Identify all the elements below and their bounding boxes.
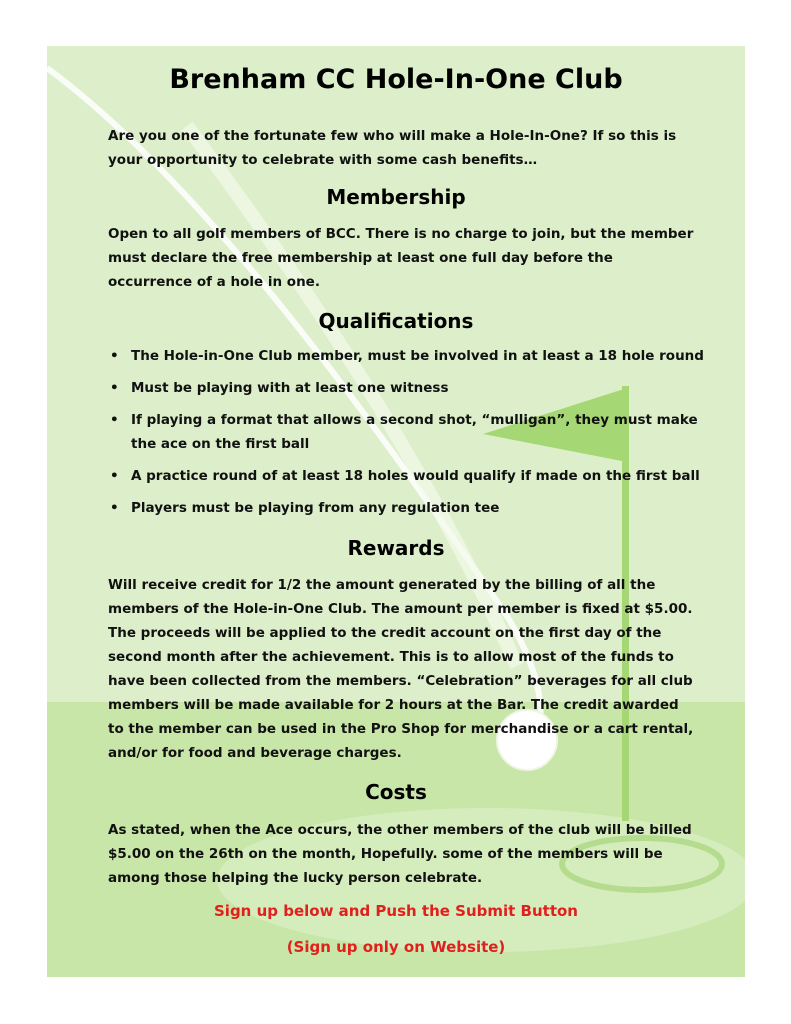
bullet-icon: • <box>110 348 119 364</box>
bullet-icon: • <box>110 380 119 396</box>
rewards-text: Will receive credit for 1/2 the amount generated by the billing of all the members of the Hole-in-One Club. The amount per member is fixed at $5.00. The proceeds will be applied to the credit account on the first day of the second month after the achievement. This is to allow most of the funds to have been collected from the members. “Celebration” beverages for all club members will be made available for 2 hours at the Bar. The credit awarded to the member can be used in the Pro Shop for merchandise or a cart rental, and/or for food and beverage charges. <box>108 577 694 761</box>
qualifications-list <box>108 344 708 528</box>
flyer <box>47 46 745 977</box>
intro-text: Are you one of the fortunate few who will make a Hole-In-One? If so this is your opportunity to celebrate with some cash benefits… <box>108 128 677 168</box>
list-item: • Players must be playing from any regulation tee <box>108 496 708 520</box>
flyer-content <box>47 46 745 977</box>
costs-text: As stated, when the Ace occurs, the other members of the club will be billed $5.00 on the 26th on the month, Hopefully. some of the members will be among those helping the lucky person celebrate. <box>108 822 692 886</box>
membership-heading: Membership <box>326 185 466 209</box>
page-title: Brenham CC Hole-In-One Club <box>169 64 623 95</box>
list-item: • Must be playing with at least one witness <box>108 376 708 400</box>
qualifications-heading: Qualifications <box>318 309 474 333</box>
costs-heading: Costs <box>365 780 427 804</box>
list-item: • The Hole-in-One Club member, must be involved in at least a 18 hole round <box>108 344 708 368</box>
bullet-icon: • <box>110 500 119 516</box>
signup-note: (Sign up only on Website) <box>286 938 506 956</box>
membership-text: Open to all golf members of BCC. There is no charge to join, but the member must declare the free membership at least one full day before the occurrence of a hole in one. <box>108 226 694 290</box>
list-item: • If playing a format that allows a second shot, “mulligan”, they must make the ace on the first ball <box>108 408 708 456</box>
list-item: • A practice round of at least 18 holes would qualify if made on the first ball <box>108 464 708 488</box>
rewards-heading: Rewards <box>347 536 445 560</box>
bullet-icon: • <box>110 412 119 428</box>
signup-instruction: Sign up below and Push the Submit Button <box>214 902 578 920</box>
bullet-icon: • <box>110 468 119 484</box>
